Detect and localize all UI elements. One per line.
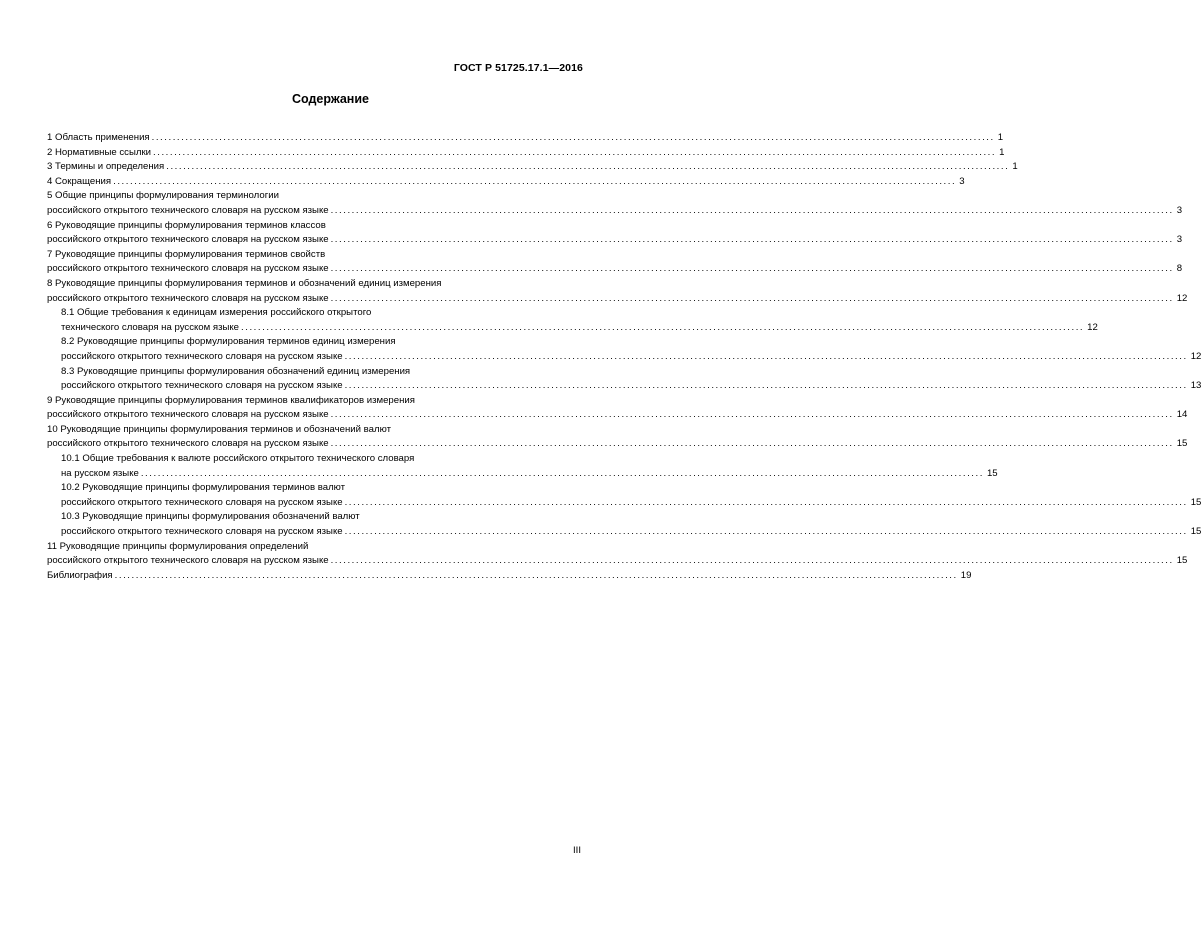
toc-entry[interactable] — [47, 146, 1005, 161]
toc-entry-text: российского открытого технического словаря на русском языке — [61, 350, 343, 362]
toc-entry[interactable] — [47, 569, 972, 584]
toc-entry-text: российского открытого технического словаря на русском языке — [47, 438, 329, 450]
toc-page-number: 15 — [1176, 438, 1188, 450]
toc-page-number: 12 — [1190, 350, 1201, 362]
toc-entry[interactable] — [47, 175, 965, 190]
contents-title: Содержание — [291, 92, 369, 106]
toc-entry-text: 1 Область применения — [47, 132, 150, 143]
dot-leader: ........................................................................................................................................................................................................ — [113, 175, 957, 187]
dot-leader: ........................................................................................................................................................................................................ — [344, 496, 1188, 508]
toc-entry-text: 8.1 Общие требования к единицам измерения российского открытого — [61, 307, 372, 319]
toc-page-number: 1 — [997, 132, 1004, 143]
page-number: III — [573, 845, 581, 856]
toc-entry-text: 10.2 Руководящие принципы формулирования терминов валют — [61, 482, 346, 494]
toc-page-number: 3 — [959, 175, 965, 187]
toc-entry-text: российского открытого технического словаря на русском языке — [47, 409, 329, 421]
toc-entry-text: 4 Сокращения — [47, 175, 112, 187]
toc-page-number: 13 — [1190, 380, 1201, 392]
toc-entry-text: 10.1 Общие требования к валюте российского открытого технического словаря — [61, 453, 415, 465]
dot-leader: ........................................................................................................................................................................................................ — [330, 292, 1174, 304]
toc-page-number: 15 — [1190, 496, 1201, 508]
toc-page-number: 14 — [1176, 409, 1188, 421]
toc-entry[interactable] — [61, 365, 1201, 394]
dot-leader: ........................................................................................................................................................................................................ — [330, 263, 1174, 275]
toc-entry[interactable] — [47, 189, 1183, 218]
toc-page-number: 15 — [986, 467, 998, 479]
dot-leader: ........................................................................................................................................................................................................ — [330, 555, 1174, 567]
toc-entry[interactable] — [61, 452, 998, 481]
toc-entry[interactable] — [47, 219, 1183, 248]
toc-entry-text: технического словаря на русском языке — [61, 321, 240, 333]
dot-leader: ........................................................................................................................................................................................................ — [166, 161, 1010, 173]
toc-entry[interactable] — [61, 335, 1201, 364]
toc-entry-text: на русском языке — [61, 467, 139, 479]
toc-entry-text: Библиография — [47, 569, 113, 581]
dot-leader: ........................................................................................................................................................................................................ — [151, 132, 995, 143]
toc-page-number: 15 — [1190, 526, 1201, 538]
toc-page-number: 8 — [1176, 263, 1183, 275]
toc-entry-text: 8 Руководящие принципы формулирования терминов и обозначений единиц измерения — [47, 277, 442, 289]
toc-entry-text: российского открытого технического словаря на русском языке — [61, 496, 343, 508]
toc-entry-text: российского открытого технического словаря на русском языке — [47, 555, 329, 567]
toc-entry[interactable] — [61, 306, 1098, 335]
toc-entry-text: российского открытого технического словаря на русском языке — [47, 263, 329, 275]
dot-leader: ........................................................................................................................................................................................................ — [344, 380, 1188, 392]
toc-entry-text: российского открытого технического словаря на русском языке — [61, 380, 343, 392]
toc-entry-text: 7 Руководящие принципы формулирования терминов свойств — [47, 248, 326, 260]
dot-leader: ........................................................................................................................................................................................................ — [330, 234, 1174, 246]
toc-entry[interactable] — [47, 277, 1188, 306]
dot-leader: ........................................................................................................................................................................................................ — [330, 204, 1174, 216]
table-of-contents — [47, 131, 1201, 583]
toc-entry[interactable] — [47, 540, 1188, 569]
toc-entry[interactable] — [47, 394, 1188, 423]
toc-page-number: 15 — [1176, 555, 1188, 567]
toc-entry-text: российского открытого технического словаря на русском языке — [61, 526, 343, 538]
dot-leader: ........................................................................................................................................................................................................ — [330, 438, 1174, 450]
toc-entry-text: 10 Руководящие принципы формулирования терминов и обозначений валют — [47, 423, 391, 435]
dot-leader: ........................................................................................................................................................................................................ — [241, 321, 1085, 333]
dot-leader: ........................................................................................................................................................................................................ — [344, 350, 1188, 362]
toc-page-number: 1 — [999, 146, 1005, 158]
toc-entry[interactable] — [61, 510, 1201, 539]
toc-entry-text: 10.3 Руководящие принципы формулирования обозначений валют — [61, 511, 360, 523]
toc-page-number: 12 — [1176, 292, 1188, 304]
toc-page-number: 12 — [1087, 321, 1098, 333]
dot-leader: ........................................................................................................................................................................................................ — [153, 146, 997, 158]
dot-leader: ........................................................................................................................................................................................................ — [114, 569, 958, 581]
toc-page-number: 19 — [960, 569, 972, 581]
toc-entry-text: 11 Руководящие принципы формулирования определений — [47, 540, 309, 552]
dot-leader: ........................................................................................................................................................................................................ — [344, 526, 1188, 538]
dot-leader: ........................................................................................................................................................................................................ — [140, 467, 984, 479]
toc-entry-text: 8.2 Руководящие принципы формулирования терминов единиц измерения — [61, 336, 396, 348]
toc-entry-text: 5 Общие принципы формулирования терминологии — [47, 190, 279, 202]
toc-entry-text: 8.3 Руководящие принципы формулирования обозначений единиц измерения — [61, 365, 411, 377]
toc-entry-text: российского открытого технического словаря на русском языке — [47, 204, 329, 216]
toc-entry[interactable] — [61, 481, 1201, 510]
dot-leader: ........................................................................................................................................................................................................ — [330, 409, 1174, 421]
toc-entry-text: 2 Нормативные ссылки — [47, 146, 152, 158]
toc-entry-text: 9 Руководящие принципы формулирования терминов квалификаторов измерения — [47, 394, 415, 406]
toc-page-number: 3 — [1176, 204, 1183, 216]
toc-page-number: 1 — [1012, 161, 1018, 173]
toc-entry[interactable] — [47, 131, 1004, 146]
toc-entry-text: 6 Руководящие принципы формулирования терминов классов — [47, 219, 326, 231]
toc-entry-text: российского открытого технического словаря на русском языке — [47, 292, 329, 304]
toc-entry[interactable] — [47, 248, 1183, 277]
toc-entry-text: российского открытого технического словаря на русском языке — [47, 234, 329, 246]
toc-page-number: 3 — [1176, 234, 1183, 246]
toc-entry[interactable] — [47, 423, 1188, 452]
document-code-header: ГОСТ Р 51725.17.1—2016 — [453, 62, 583, 74]
toc-entry-text: 3 Термины и определения — [47, 161, 165, 173]
toc-entry[interactable] — [47, 160, 1018, 175]
